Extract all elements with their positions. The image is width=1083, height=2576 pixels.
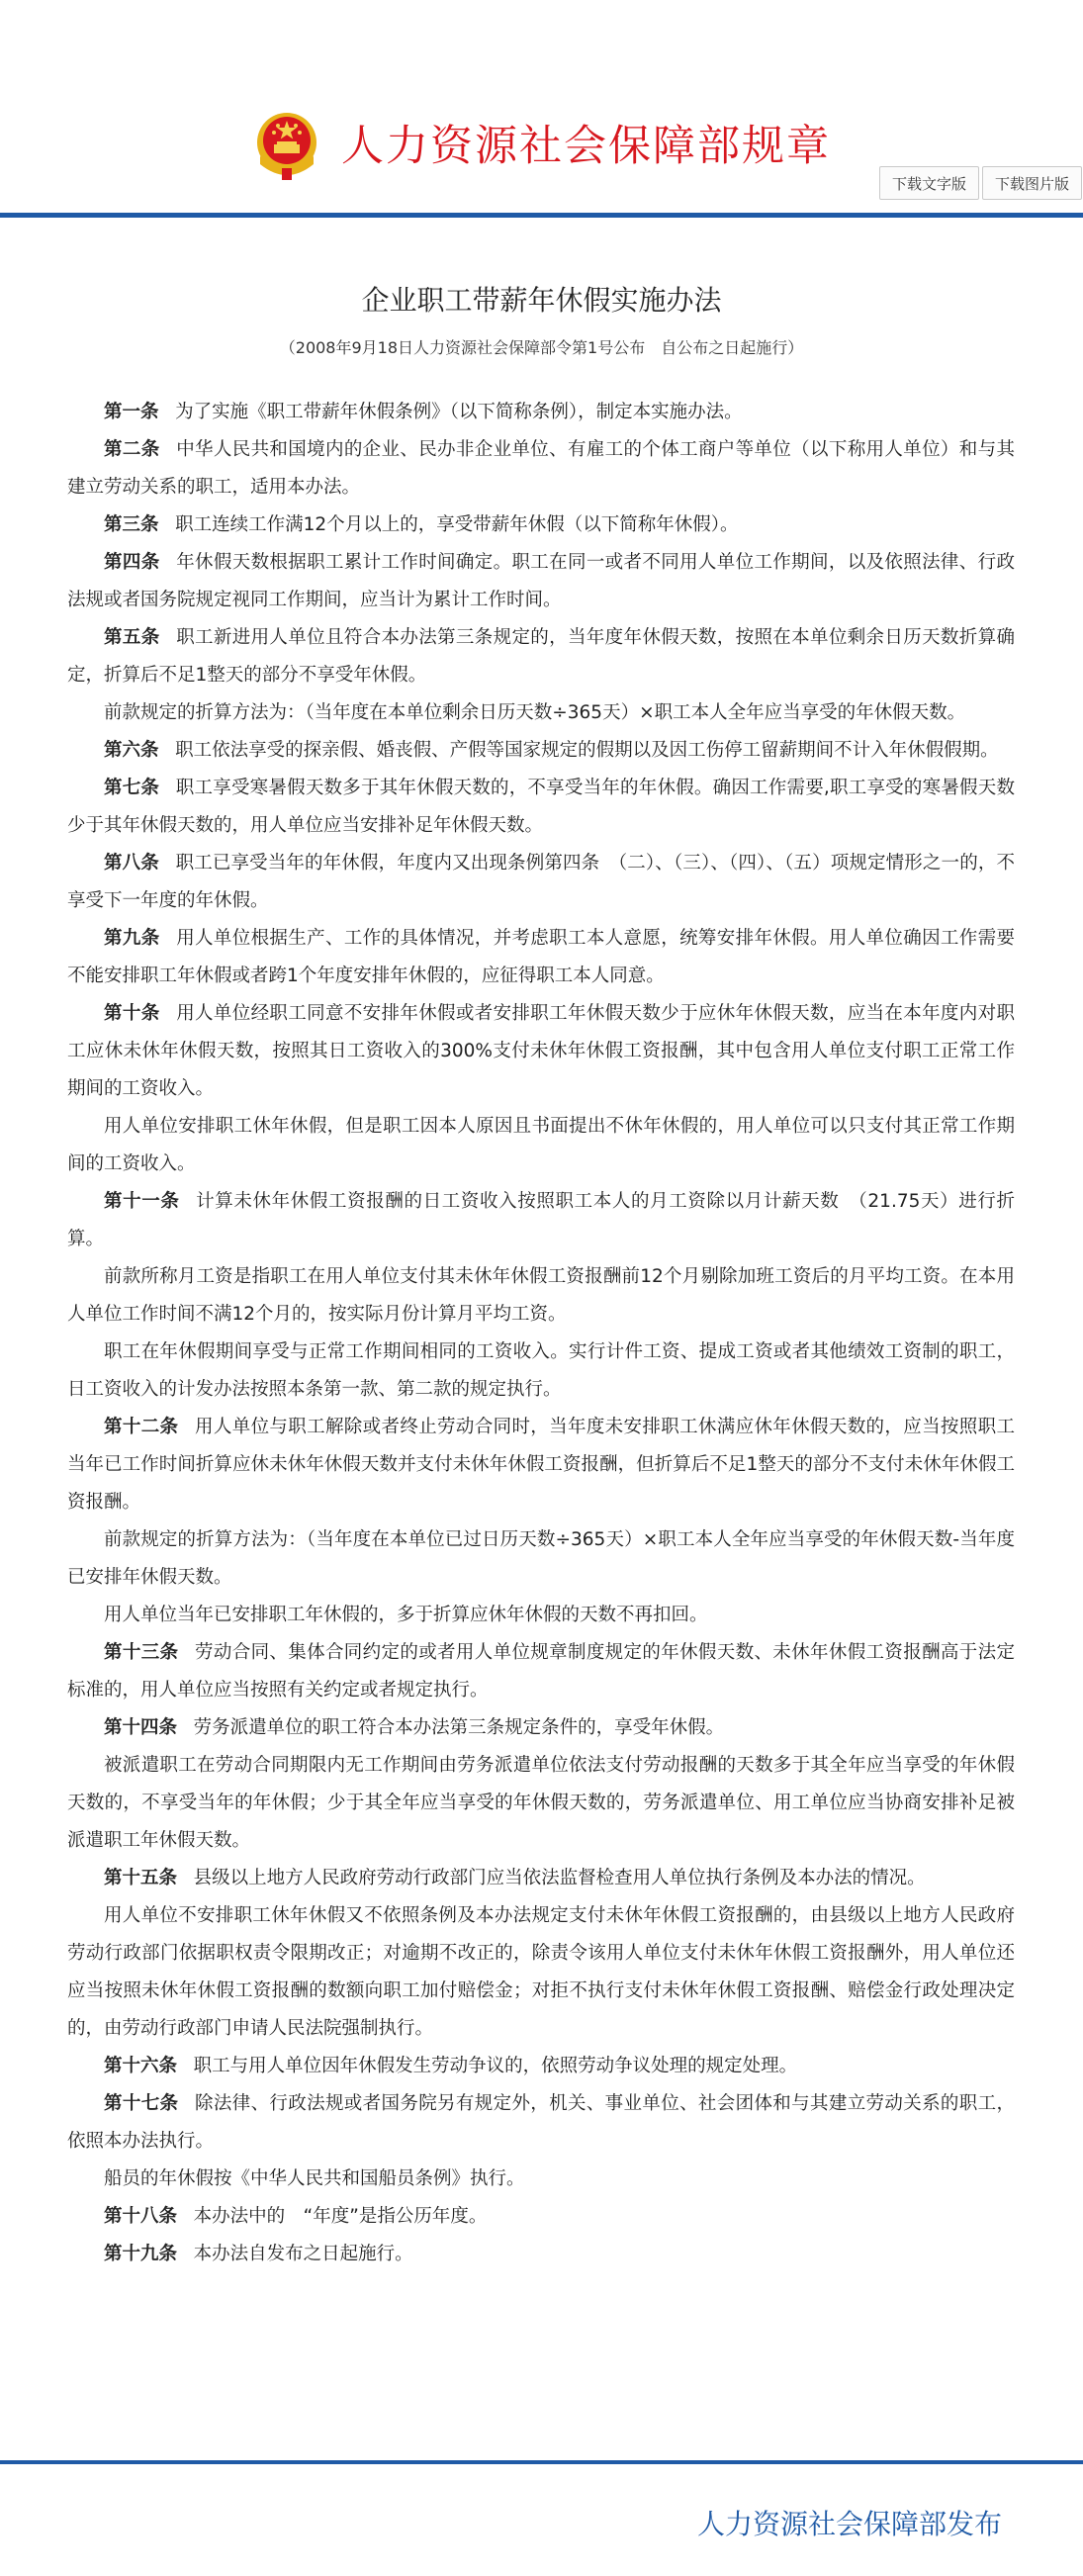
article-paragraph (67, 2198, 1015, 2236)
article-label: 第十七条 (104, 2093, 179, 2114)
article-label: 第二条 (104, 439, 160, 460)
article-paragraph (67, 1258, 1015, 1334)
article-text: 中华人民共和国境内的企业、民办非企业单位、有雇工的个体工商户等单位（以下称用人单位）和与其建立劳动关系的职工，适用本办法。 (67, 439, 1015, 498)
document-title: 企业职工带薪年休假实施办法 (361, 284, 722, 317)
article-label: 第七条 (104, 778, 160, 798)
article-paragraph (67, 2236, 1015, 2273)
article-text: 除法律、行政法规或者国务院另有规定外，机关、事业单位、社会团体和与其建立劳动关系的职工，依照本办法执行。 (67, 2093, 1015, 2152)
article-label: 第十条 (104, 1003, 160, 1024)
article-paragraph (67, 1860, 1015, 1897)
article-text: 前款规定的折算方法为：（当年度在本单位已过日历天数÷365天）×职工本人全年应当享受的年休假天数-当年度已安排年休假天数。 (67, 1529, 1015, 1588)
article-paragraph (67, 2048, 1015, 2085)
article-paragraph (67, 995, 1015, 1108)
article-paragraph (67, 732, 1015, 770)
national-emblem-icon (252, 109, 321, 182)
article-text: 用人单位当年已安排职工年休假的，多于折算应休年休假的天数不再扣回。 (104, 1605, 708, 1625)
article-text: 职工依法享受的探亲假、婚丧假、产假等国家规定的假期以及因工伤停工留薪期间不计入年休假假期。 (175, 740, 999, 761)
article-paragraph (67, 544, 1015, 619)
article-paragraph (67, 1334, 1015, 1409)
article-paragraph (67, 619, 1015, 694)
article-paragraph (67, 1634, 1015, 1709)
document-body (67, 394, 1015, 2273)
article-paragraph (67, 394, 1015, 431)
article-text: 用人单位经职工同意不安排年休假或者安排职工年休假天数少于应休年休假天数，应当在本年度内对职工应休未休年休假天数，按照其日工资收入的300%支付未休年休假工资报酬，其中包含用人单位支付职工正常工作期间的工资收入。 (67, 1003, 1015, 1099)
article-paragraph (67, 920, 1015, 995)
article-paragraph (67, 1183, 1015, 1258)
article-paragraph (67, 770, 1015, 845)
article-text: 前款所称月工资是指职工在用人单位支付其未休年休假工资报酬前12个月剔除加班工资后的月平均工资。在本用人单位工作时间不满12个月的，按实际月份计算月平均工资。 (67, 1266, 1015, 1325)
article-text: 职工已享受当年的年休假，年度内又出现条例第四条 （二）、（三）、（四）、（五）项规定情形之一的，不享受下一年度的年休假。 (67, 853, 1015, 911)
article-label: 第十一条 (104, 1191, 180, 1212)
article-paragraph (67, 2085, 1015, 2161)
document-subtitle: （2008年9月18日人力资源社会保障部令第1号公布 自公布之日起施行） (279, 338, 804, 357)
article-text: 职工与用人单位因年休假发生劳动争议的，依照劳动争议处理的规定处理。 (193, 2056, 798, 2076)
download-image-button[interactable]: 下载图片版 (982, 166, 1082, 200)
article-label: 第十八条 (104, 2206, 178, 2227)
article-text: 年休假天数根据职工累计工作时间确定。职工在同一或者不同用人单位工作期间，以及依照法律、行政法规或者国务院规定视同工作期间，应当计为累计工作时间。 (67, 552, 1015, 610)
article-label: 第十二条 (104, 1417, 179, 1437)
article-label: 第四条 (104, 552, 160, 573)
article-label: 第九条 (104, 928, 160, 949)
article-text: 被派遣职工在劳动合同期限内无工作期间由劳务派遣单位依法支付劳动报酬的天数多于其全年应当享受的年休假天数的，不享受当年的年休假；少于其全年应当享受的年休假天数的，劳务派遣单位、用工单位应当协商安排补足被派遣职工年休假天数。 (67, 1755, 1015, 1851)
article-text: 船员的年休假按《中华人民共和国船员条例》执行。 (104, 2168, 525, 2189)
article-label: 第一条 (104, 402, 159, 422)
brand-title: 人力资源社会保障部规章 (341, 122, 831, 171)
article-paragraph (67, 1747, 1015, 1860)
article-paragraph (67, 506, 1015, 544)
article-text: 为了实施《职工带薪年休假条例》（以下简称条例），制定本实施办法。 (175, 402, 743, 422)
download-text-button[interactable]: 下载文字版 (879, 166, 979, 200)
article-text: 职工享受寒暑假天数多于其年休假天数的，不享受当年的年休假。确因工作需要,职工享受的寒暑假天数少于其年休假天数的，用人单位应当安排补足年休假天数。 (67, 778, 1015, 836)
article-text: 用人单位不安排职工休年休假又不依照条例及本办法规定支付未休年休假工资报酬的，由县级以上地方人民政府劳动行政部门依据职权责令限期改正；对逾期不改正的，除责令该用人单位支付未休年休假工资报酬外，用人单位还应当按照未休年休假工资报酬的数额向职工加付赔偿金；对拒不执行支付未休年休假工资报酬、赔偿金行政处理决定的，由劳动行政部门申请人民法院强制执行。 (67, 1905, 1015, 2039)
article-paragraph (67, 694, 1015, 732)
article-text: 计算未休年休假工资报酬的日工资收入按照职工本人的月工资除以月计薪天数 （21.75天）进行折算。 (67, 1191, 1015, 1249)
article-paragraph (67, 1108, 1015, 1183)
article-label: 第十六条 (104, 2056, 178, 2076)
article-label: 第十五条 (104, 1868, 178, 1888)
article-text: 用人单位与职工解除或者终止劳动合同时，当年度未安排职工休满应休年休假天数的，应当按照职工当年已工作时间折算应休未休年休假天数并支付未休年休假工资报酬，但折算后不足1整天的部分不支付未休年休假工资报酬。 (67, 1417, 1015, 1513)
article-label: 第八条 (104, 853, 159, 874)
article-paragraph (67, 845, 1015, 920)
article-paragraph (67, 1897, 1015, 2048)
article-paragraph (67, 1597, 1015, 1634)
article-label: 第十三条 (104, 1642, 179, 1663)
header-divider (0, 213, 1083, 218)
article-text: 本办法自发布之日起施行。 (193, 2244, 413, 2264)
article-text: 前款规定的折算方法为：（当年度在本单位剩余日历天数÷365天）×职工本人全年应当享受的年休假天数。 (104, 702, 966, 723)
publisher-text: 人力资源社会保障部发布 (697, 2508, 1003, 2540)
page-header (0, 0, 1083, 216)
article-label: 第六条 (104, 740, 159, 761)
article-paragraph (67, 431, 1015, 506)
article-text: 职工连续工作满12个月以上的，享受带薪年休假（以下简称年休假）。 (175, 514, 739, 535)
footer-divider (0, 2460, 1083, 2464)
article-label: 第十九条 (104, 2244, 178, 2264)
article-text: 县级以上地方人民政府劳动行政部门应当依法监督检查用人单位执行条例及本办法的情况。 (193, 1868, 926, 1888)
article-text: 用人单位安排职工休年休假，但是职工因本人原因且书面提出不休年休假的，用人单位可以只支付其正常工作期间的工资收入。 (67, 1116, 1015, 1174)
article-label: 第三条 (104, 514, 159, 535)
article-paragraph (67, 2161, 1015, 2198)
article-text: 用人单位根据生产、工作的具体情况，并考虑职工本人意愿，统筹安排年休假。用人单位确因工作需要不能安排职工年休假或者跨1个年度安排年休假的，应征得职工本人同意。 (67, 928, 1015, 986)
article-text: 劳动合同、集体合同约定的或者用人单位规章制度规定的年休假天数、未休年休假工资报酬高于法定标准的，用人单位应当按照有关约定或者规定执行。 (67, 1642, 1015, 1701)
article-text: 职工新进用人单位且符合本办法第三条规定的，当年度年休假天数，按照在本单位剩余日历天数折算确定，折算后不足1整天的部分不享受年休假。 (67, 627, 1015, 686)
article-paragraph (67, 1521, 1015, 1597)
article-label: 第五条 (104, 627, 160, 648)
article-text: 职工在年休假期间享受与正常工作期间相同的工资收入。实行计件工资、提成工资或者其他绩效工资制的职工，日工资收入的计发办法按照本条第一款、第二款的规定执行。 (67, 1341, 1015, 1400)
article-paragraph (67, 1409, 1015, 1521)
article-text: 劳务派遣单位的职工符合本办法第三条规定条件的，享受年休假。 (193, 1717, 725, 1738)
article-label: 第十四条 (104, 1717, 178, 1738)
article-paragraph (67, 1709, 1015, 1747)
article-text: 本办法中的 “年度”是指公历年度。 (193, 2206, 488, 2227)
